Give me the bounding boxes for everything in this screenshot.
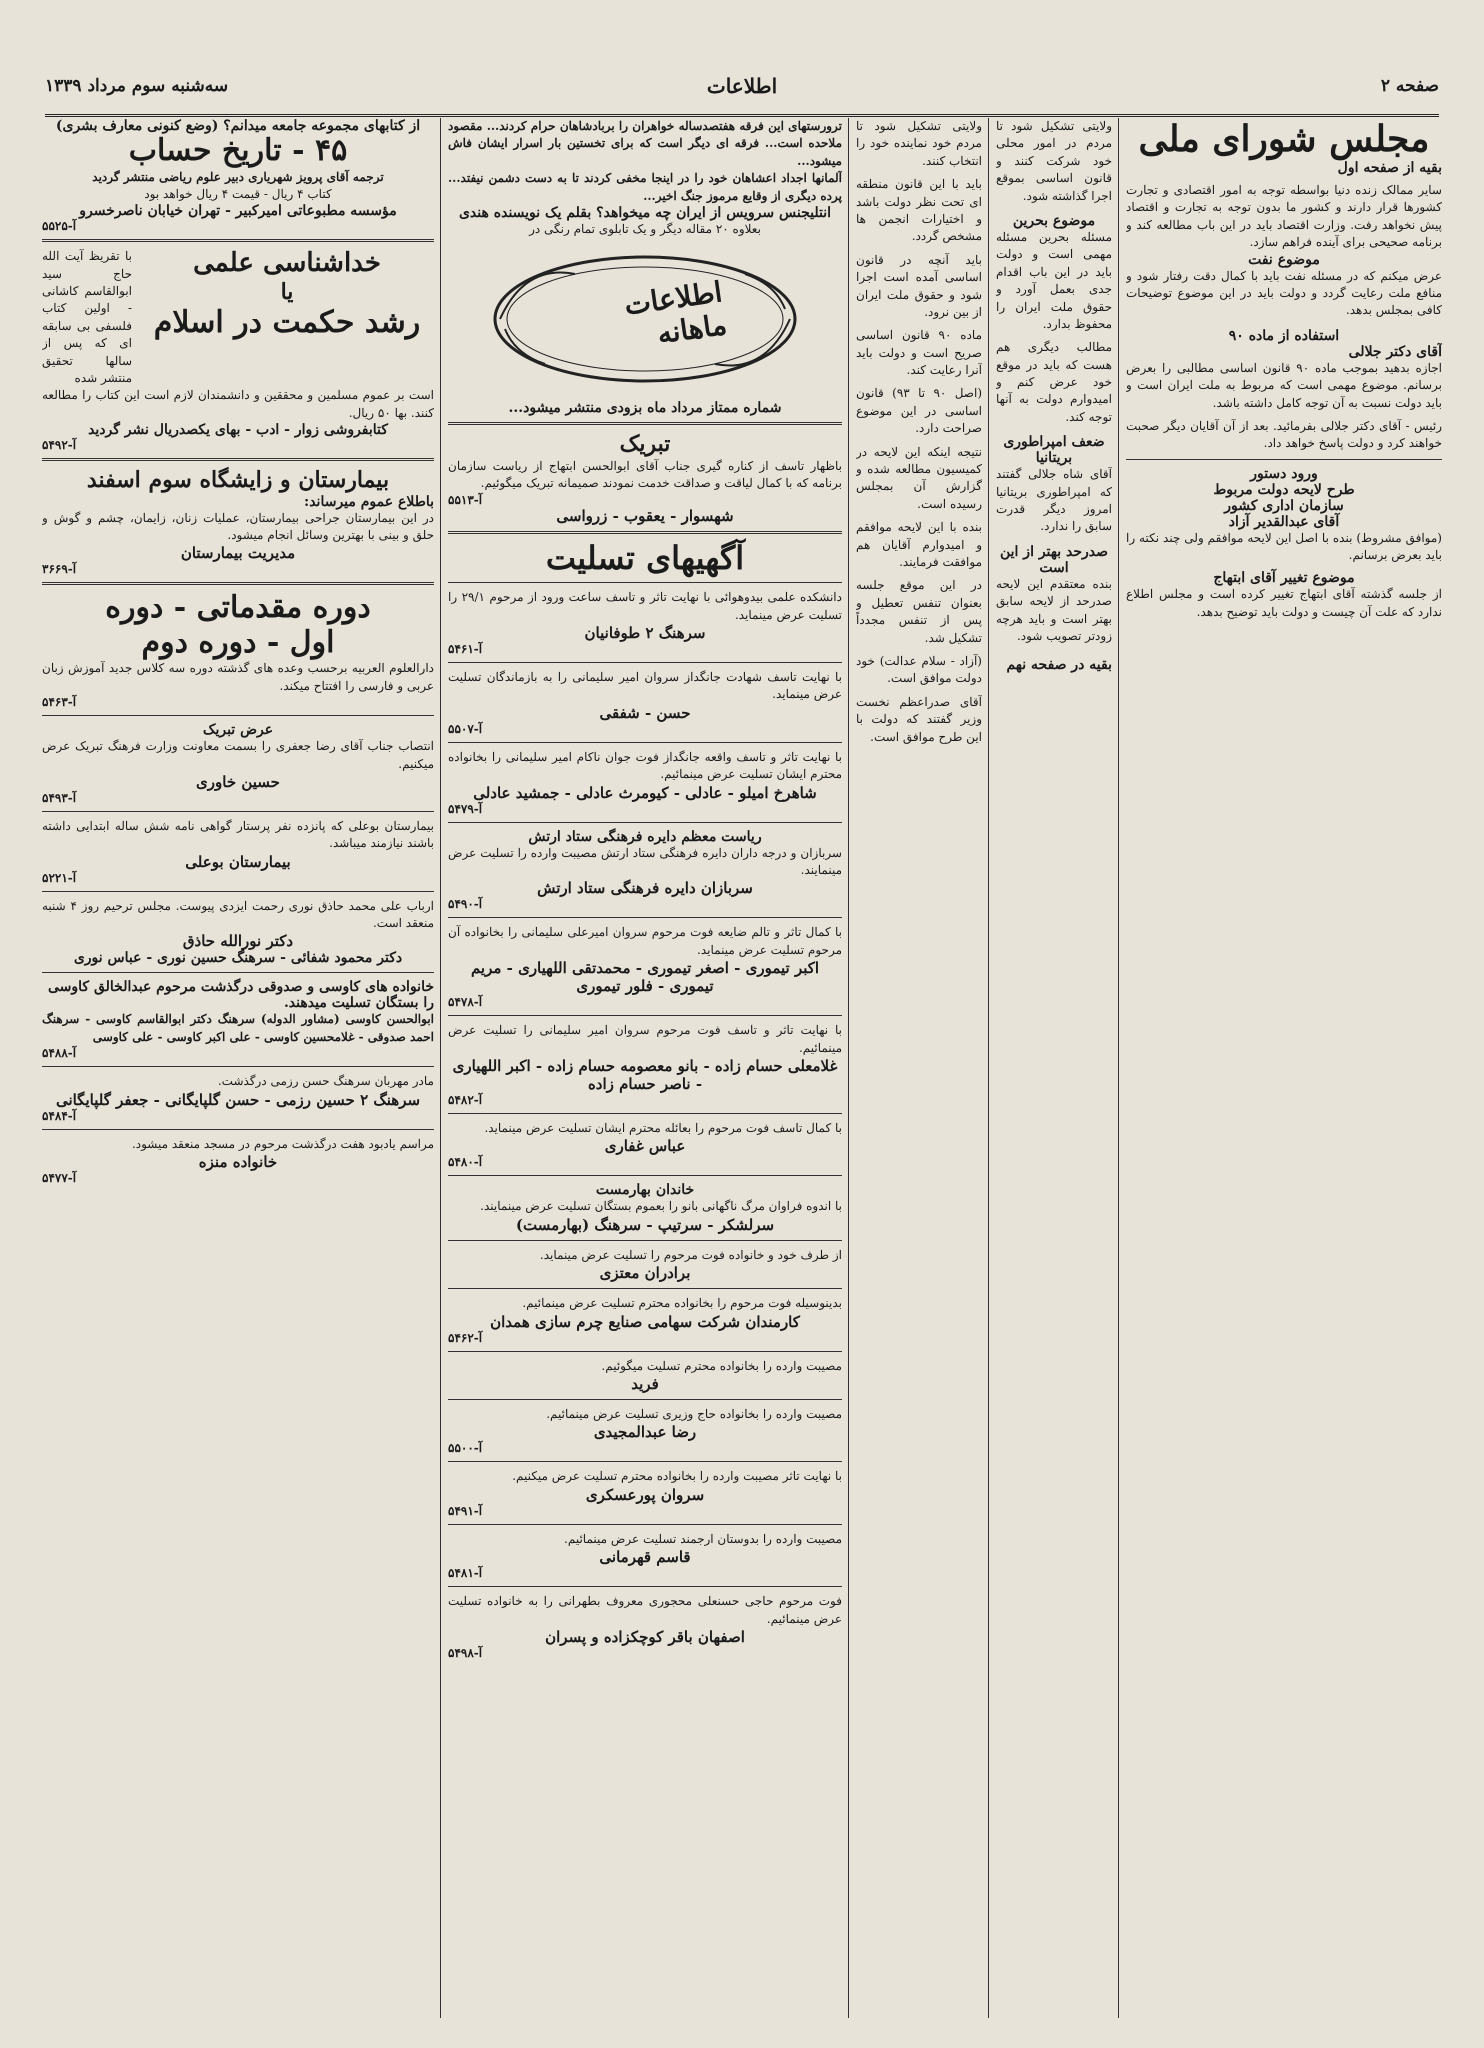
divider xyxy=(42,1129,434,1130)
ad-code: آ-۵۴۶۱ xyxy=(448,642,483,657)
subhead: استفاده از ماده ۹۰ xyxy=(1228,327,1340,344)
continued-note: بقیه در صفحه نهم xyxy=(1006,657,1112,674)
mourning-text: مادر مهربان سرهنگ حسن رزمی درگذشت. xyxy=(217,1074,434,1089)
divider xyxy=(448,582,842,583)
ad-code: آ-۵۴۸۲ xyxy=(448,1093,483,1107)
divider xyxy=(448,1113,842,1114)
signature: سربازان دایره فرهنگی ستاد ارتش xyxy=(537,879,753,898)
paragraph: نتیجه اینکه این لایحه در کمیسیون مطالعه شده و گزارش آن بمجلس رسیده است. xyxy=(856,444,982,511)
paragraph: مطالب دیگری هم هست که باید در موقع خود عرض کنم و امیدوارم دولت به آنها توجه کند. xyxy=(996,340,1112,424)
issue-date: سه‌شنبه سوم مرداد ۱۳۳۹ xyxy=(45,76,229,96)
god-subtitle: رشد حکمت در اسلام xyxy=(153,304,421,340)
notice xyxy=(448,1531,842,1580)
page-header xyxy=(45,70,1439,117)
ad-code: آ-۵۴۸۴ xyxy=(42,1108,77,1123)
ad-code: آ-۵۴۷۹ xyxy=(448,801,483,816)
divider xyxy=(448,1461,842,1462)
ad-code: آ-۵۴۹۲ xyxy=(42,438,77,453)
divider xyxy=(448,917,842,918)
article-title: مجلس شورای ملی xyxy=(1138,118,1430,160)
paragraph: ولایتی تشکیل شود تا مردم خود نماینده خود را انتخاب کنند. xyxy=(856,119,982,168)
notice xyxy=(448,924,842,1009)
notice xyxy=(448,1468,842,1517)
notice-text: با نهایت تاثر و تاسف واقعه جانگداز فوت جوان ناکام امیر سلیمانی را بخانواده محترم ایشان تسلیت عرض مینمائیم. xyxy=(448,749,842,782)
divider xyxy=(448,1586,842,1587)
signature: مدیریت بیمارستان xyxy=(180,544,296,563)
column-ads xyxy=(448,118,842,2018)
course-title: دوره مقدماتی - دوره xyxy=(105,590,371,626)
notice xyxy=(448,1182,842,1233)
teaser-text: بعلاوه ۲۰ مقاله دیگر و یک تابلوی تمام رنگی در xyxy=(529,221,761,236)
divider xyxy=(448,531,842,534)
family-text: ابوالحسن کاوسی (مشاور الدوله) سرهنگ دکتر ابوالقاسم کاوسی - سرهنگ احمد صدوقی - غلامحسین کاوسی - علی اکبر کاوسی - علی کاوسی xyxy=(42,1012,434,1044)
paragraph: باید با این قانون منطقه ای تحت نظر دولت باشد و اختیارات انجمن ها مشخص گردد. xyxy=(856,177,982,244)
divider xyxy=(42,891,434,892)
paragraph: بنده معتقدم این لایحه صدرحد از لایحه سابق بهتر است و باید هرچه زودتر تصویب شود. xyxy=(996,576,1112,643)
notice-text: مصیبت وارده را بخانواده محترم تسلیت میگوئیم. xyxy=(601,1358,842,1373)
ad-code: آ-۵۴۸۰ xyxy=(448,1155,483,1170)
notice xyxy=(448,1358,842,1393)
notice-text: فوت مرحوم حاجی حسنعلی محجوری معروف بطهرانی را به خانواده تسلیت عرض مینمائیم. xyxy=(448,1594,842,1626)
notice-text: با اندوه فراوان مرگ ناگهانی بانو را بعموم بستگان تسلیت عرض مینمایند. xyxy=(480,1199,842,1214)
notice xyxy=(448,1593,842,1660)
paragraph: سایر ممالک زنده دنیا بواسطه توجه به امور اقتصادی و تجارت کشورها قرار دارند و کشور ما بدون توجه به تجارت و اقتصاد پیش نخواهد رفت. وزارت اقتصاد باید در این باب مطالعه کند و برنامه صحیحی برای آینده فراهم سازد. xyxy=(1126,183,1442,250)
god-side: با تقریظ آیت الله حاج سید ابوالقاسم کاشانی - اولین کتاب فلسفی بی سابقه ای که پس از سالها تحقیق منتشر شده xyxy=(42,249,132,386)
divider xyxy=(42,1066,434,1067)
notice-text: با کمال تاثر و تالم ضایعه فوت مرحوم سروان امیرعلی سلیمانی را بخانواده آن مرحوم تسلیت عرض مینماید. xyxy=(448,925,842,957)
notice xyxy=(448,589,842,656)
notice-text: با نهایت تاثر و تاسف فوت مرحوم سروان امیر سلیمانی را تسلیت عرض مینمائیم. xyxy=(448,1023,842,1055)
paragraph: اجازه بدهید بموجب ماده ۹۰ قانون اساسی مطالبی را بعرض برسانم. موضوع مهمی است که مربوط به ملت ایران است و باید دولت نسبت به آن توجه کامل داشته باشد. xyxy=(1126,360,1442,410)
paragraph: از جلسه گذشته آقای ابتهاج تغییر کرده است و مجلس اطلاع ندارد که علت آن چیست و دولت باید توضیح بدهد. xyxy=(1126,587,1442,619)
divider xyxy=(448,422,842,425)
paragraph: بنده با این لایحه موافقم و امیدوارم آقایان هم موافقت فرمایند. xyxy=(856,520,982,569)
book-series: از کتابهای مجموعه جامعه میدانم؟ (وضع کنونی معارف بشری) xyxy=(55,118,421,134)
divider xyxy=(448,1175,842,1176)
signature: شاهرخ امیلو - عادلی - کیومرث عادلی - جمشید عادلی xyxy=(473,783,817,802)
subhead: موضوع بحرین xyxy=(1012,212,1096,229)
subhead: آقای دکتر جلالی xyxy=(1348,343,1442,360)
god-desc: است بر عموم مسلمین و محققین و دانشمندان لازم است این کتاب را مطالعه کنند. بها ۵۰ ریال. xyxy=(42,388,434,420)
notice-text: مصیبت وارده را بدوستان ارجمند تسلیت عرض مینمائیم. xyxy=(564,1531,842,1546)
notice xyxy=(448,1247,842,1282)
signature: سرهنگ ۲ طوفانیان xyxy=(584,624,706,643)
column-rule xyxy=(988,118,989,2018)
column-rule xyxy=(848,118,849,2018)
signature: سرهنگ ۲ حسین رزمی - حسن گلپایگانی - جعفر گلپایگانی xyxy=(55,1090,421,1109)
paragraph: ماده ۹۰ قانون اساسی صریح است و دولت باید آنرا رعایت کند. xyxy=(856,328,982,378)
magazine-notice: شماره ممتاز مرداد ماه بزودی منتشر میشود... xyxy=(508,400,782,417)
signature: خانواده منزه xyxy=(198,1153,278,1172)
god-publisher: کتابفروشی زوار - ادب - بهای یکصدریال نشر گردید xyxy=(88,422,388,439)
paragraph: (اصل ۹۰ تا ۹۳) قانون اساسی در این موضوع صراحت دارد. xyxy=(856,386,982,436)
book-author: ترجمه آقای پرویز شهریاری دبیر علوم ریاضی منتشر گردید xyxy=(92,169,384,184)
signature: رضا عبدالمجیدی xyxy=(593,1423,697,1442)
signature: غلامعلی حسام زاده - بانو معصومه حسام زاده - اکبر اللهیاری - ناصر حسام زاده xyxy=(452,1057,838,1093)
ad-code: آ-۵۴۹۳ xyxy=(42,790,77,805)
notice xyxy=(448,749,842,816)
signature: اکبر تیموری - اصغر تیموری - محمدتقی اللهیاری - مریم تیموری - فلور تیموری xyxy=(470,959,820,996)
signature: بیمارستان بوعلی xyxy=(185,852,291,871)
ad-code: آ-۵۵۰۰ xyxy=(448,1441,483,1456)
paragraph: ولایتی تشکیل شود تا مردم در امور محلی خود شرکت کنند و قانون اساسی بموقع اجرا گذاشته شود. xyxy=(996,119,1112,203)
column-left-ads xyxy=(42,118,434,2018)
column-rule xyxy=(1118,118,1119,2018)
subhead: سازمان اداری کشور xyxy=(1224,497,1344,514)
memorial-text: مراسم یادبود هفت درگذشت مرحوم در مسجد منعقد میشود. xyxy=(131,1136,434,1151)
signature: سرلشکر - سرتیپ - سرهنگ (بهارمست) xyxy=(515,1215,775,1234)
notice-text: دانشکده علمی بیدوهوائی با نهایت تاثر و تاسف ساعت ورود از مرحوم ۲۹/۱ را تسلیت عرض مینماید. xyxy=(448,590,842,622)
book-publisher: مؤسسه مطبوعاتی امیرکبیر - تهران خیابان ناصرخسرو xyxy=(79,203,397,220)
paragraph: باید آنچه در قانون اساسی آمده است اجرا شود و حقوق ملت ایران از بین نرود. xyxy=(856,252,982,319)
divider xyxy=(42,972,434,973)
teaser-text: آلمانها اجداد اعشاهان خود را در اینجا مخفی کردند تا به دست دشمن نیفتد... پرده دیگری از وقایع مرموز جنگ اخیر... xyxy=(448,171,842,203)
newspaper-name: اطلاعات xyxy=(706,74,778,98)
divider xyxy=(1126,459,1442,460)
notice-title: ریاست معظم دایره فرهنگی ستاد ارتش xyxy=(528,828,762,845)
notice-text: با نهایت تاثر مصیبت وارده را بخانواده محترم تسلیت عرض میکنیم. xyxy=(512,1469,842,1484)
ad-code: آ-۵۴۹۱ xyxy=(448,1503,483,1518)
magazine-emblem xyxy=(485,244,805,394)
paragraph: آقای شاه جلالی گفتند که امپراطوری بریتانیا امروز دیگر قدرت سابق را ندارد. xyxy=(996,467,1112,534)
congrats-text: باظهار تاسف از کناره گیری جناب آقای ابوالحسن ابتهاج از ریاست سازمان برنامه که با کمال لیاقت و صداقت خدمت نمودند صمیمانه تبریک میگوئیم. xyxy=(448,458,842,491)
congrats-title: عرض تبریک xyxy=(202,722,274,739)
notice xyxy=(448,669,842,736)
notice xyxy=(448,1022,842,1107)
notice xyxy=(448,1406,842,1455)
notice-text: با نهایت تاسف شهادت جانگداز سروان امیر سلیمانی را به بازماندگان تسلیت عرض مینماید. xyxy=(448,670,842,702)
obituary-text: ارباب علی محمد حاذق نوری رحمت ایزدی پیوست. مجلس ترحیم روز ۴ شنبه منعقد است. xyxy=(42,898,434,931)
divider xyxy=(448,1240,842,1241)
ad-code: آ-۵۲۲۱ xyxy=(42,870,77,885)
condolence-title: آگهیهای تسلیت xyxy=(545,538,745,577)
signature: دکتر محمود شفائی - سرهنگ حسین نوری - عباس نوری xyxy=(73,950,403,967)
ad-code: آ-۵۴۶۳ xyxy=(42,695,77,710)
notice xyxy=(448,1295,842,1344)
subhead: صدرحد بهتر از این است xyxy=(999,543,1108,576)
ad-code: آ-۵۴۶۲ xyxy=(448,1330,483,1345)
column-majlis xyxy=(1126,118,1442,2018)
signature: حسین خاوری xyxy=(196,772,280,791)
signature: سروان پورعسکری xyxy=(585,1485,705,1504)
divider xyxy=(448,742,842,743)
family-title: خانواده های کاوسی و صدوقی درگذشت مرحوم عبدالخالق کاوسی را بستگان تسلیت میدهند. xyxy=(48,979,434,1012)
paragraph: (آزاد - سلام عدالت) خود دولت موافق است. xyxy=(856,653,982,686)
paragraph: عرض میکنم که در مسئله نفت باید با کمال دقت رفتار شود و منافع ملت رعایت گردد و دولت باید در این موضوع توضیحات کافی بمجلس بدهد. xyxy=(1126,268,1442,318)
continuation-note: بقیه از صفحه اول xyxy=(1337,160,1442,176)
divider xyxy=(448,1288,842,1289)
divider xyxy=(448,822,842,823)
divider xyxy=(448,1524,842,1525)
notice xyxy=(448,1120,842,1169)
magazine-name: اطلاعات ماهانه xyxy=(622,275,729,351)
column-3 xyxy=(856,118,982,2018)
signature: دکتر نورالله حاذق xyxy=(182,932,294,951)
hospital-text: در این بیمارستان جراحی بیمارستان، عملیات زنان، زایمان، چشم و گوش و حلق و بینی با بهترین وسائل انجام میشود. xyxy=(42,510,434,542)
book-title: ۴۵ - تاریخ حساب xyxy=(128,133,348,168)
subhead: ورود دستور xyxy=(1250,465,1318,482)
subhead: موضوع تغییر آقای ابتهاج xyxy=(1213,570,1355,587)
congrats-title: تبریک xyxy=(619,431,671,458)
ad-code: آ-۵۵۱۳ xyxy=(448,492,483,507)
ad-code: آ-۵۵۰۷ xyxy=(448,721,483,736)
divider xyxy=(42,715,434,716)
subhead: آقای عبدالقدیر آزاد xyxy=(1228,513,1340,530)
paragraph: آقای صدراعظم نخست وزیر گفتند که دولت با این طرح موافق است. xyxy=(856,694,982,744)
paragraph: رئیس - آقای دکتر جلالی بفرمائید. بعد از آن آقایان دیگر صحبت خواهند کرد و دولت پاسخ خواهد داد. xyxy=(1126,418,1442,451)
notice-text: سربازان و درجه داران دایره فرهنگی ستاد ارتش مصیبت وارده را تسلیت عرض مینمایند. xyxy=(448,845,842,878)
ad-code: آ-۵۵۲۵ xyxy=(42,219,77,234)
page-number: صفحه ۲ xyxy=(1380,76,1439,96)
divider xyxy=(42,811,434,812)
subhead: طرح لایحه دولت مربوط xyxy=(1213,481,1355,498)
course-title: اول - دوره دوم xyxy=(141,624,335,660)
paragraph: مسئله بحرین مسئله مهمی است و دولت باید در این باب اقدام جدی بعمل آورد و حقوق ملت ایران را محفوظ بدارد. xyxy=(996,229,1112,331)
notice-text: بدینوسیله فوت مرحوم را بخانواده محترم تسلیت عرض مینمائیم. xyxy=(522,1296,842,1311)
notice-text: با کمال تاسف فوت مرحوم را بعائله محترم ایشان تسلیت عرض مینماید. xyxy=(484,1121,842,1135)
ad-code: آ-۳۶۶۹ xyxy=(42,562,77,577)
divider xyxy=(448,1015,842,1016)
subhead: ضعف امپراطوری بریتانیا xyxy=(1003,434,1105,467)
teaser-text: ترورستهای این فرقه هفتصدساله خواهران را بربادشاهان حرام کردند... مقصود ملاحده است... فرقه ای دیگر است که برای تخستین بار اسرار ایشان فاش میشود... xyxy=(448,119,842,168)
hospital2-text: بیمارستان بوعلی که پانزده نفر پرستار گواهی نامه شش ساله ابتدایی داشته باشند نیازمند میباشد. xyxy=(42,818,434,851)
congrats-text: انتصاب جناب آقای رضا جعفری را بسمت معاونت وزارت فرهنگ تبریک عرض میکنیم. xyxy=(42,739,434,771)
course-text: دارالعلوم العربیه برحسب وعده های گذشته دوره سه کلاس جدید آموزش زبان عربی و فارسی را افتتاح میکند. xyxy=(42,661,434,693)
ad-code: آ-۵۴۷۸ xyxy=(448,995,483,1010)
column-2 xyxy=(996,118,1112,2018)
ad-code: آ-۵۴۹۸ xyxy=(448,1645,483,1660)
book-price: کتاب ۴ ریال - قیمت ۴ ریال خواهد بود xyxy=(144,186,332,201)
notice xyxy=(448,829,842,912)
signature: برادران معتزی xyxy=(599,1264,691,1283)
god-title: خداشناسی علمی xyxy=(193,248,381,279)
paragraph: در این موقع جلسه بعنوان تنفس تعطیل و پس از تنفس مجدداً تشکیل شد. xyxy=(856,578,982,645)
notice-text: از طرف خود و خانواده فوت مرحوم را تسلیت عرض مینماید. xyxy=(539,1247,842,1262)
divider xyxy=(42,239,434,242)
divider xyxy=(42,458,434,461)
hospital-sub: باطلاع عموم میرساند: xyxy=(304,493,434,510)
god-ad-main xyxy=(140,248,434,387)
god-ad xyxy=(42,248,434,387)
column-rule xyxy=(440,118,441,2018)
signature: شهسوار - یعقوب - زرواسی xyxy=(556,506,734,525)
notice-text: مصیبت وارده را بخانواده حاج وزیری تسلیت عرض مینمائیم. xyxy=(546,1406,842,1421)
hospital-title: بیمارستان و زایشگاه سوم اسفند xyxy=(86,467,390,494)
subhead: موضوع نفت xyxy=(1248,251,1320,268)
signature: کارمندان شرکت سهامی صنایع چرم سازی همدان xyxy=(490,1312,800,1331)
teaser-text: انتلیجنس سرویس از ایران چه میخواهد؟ بقلم یک نویسنده هندی xyxy=(458,204,832,221)
signature: فرید xyxy=(631,1374,659,1393)
notice-title: خاندان بهارمست xyxy=(595,1182,695,1199)
divider xyxy=(448,1351,842,1352)
signature: عباس غفاری xyxy=(604,1137,686,1156)
signature: حسن - شفقی xyxy=(599,703,691,722)
ad-code: آ-۵۴۸۸ xyxy=(42,1046,77,1061)
divider xyxy=(448,1399,842,1400)
god-or: یا xyxy=(280,279,294,306)
paragraph: (موافق مشروط) بنده با اصل این لایحه موافقم ولی چند نکته را باید بعرض برسانم. xyxy=(1126,530,1442,563)
ad-code: آ-۵۴۸۱ xyxy=(448,1566,483,1581)
signature: اصفهان باقر کوچکزاده و پسران xyxy=(545,1627,745,1646)
ad-code: آ-۵۴۹۰ xyxy=(448,897,483,912)
divider xyxy=(448,662,842,663)
signature: قاسم قهرمانی xyxy=(599,1548,691,1567)
ad-code: آ-۵۴۷۷ xyxy=(42,1171,77,1186)
divider xyxy=(42,582,434,585)
